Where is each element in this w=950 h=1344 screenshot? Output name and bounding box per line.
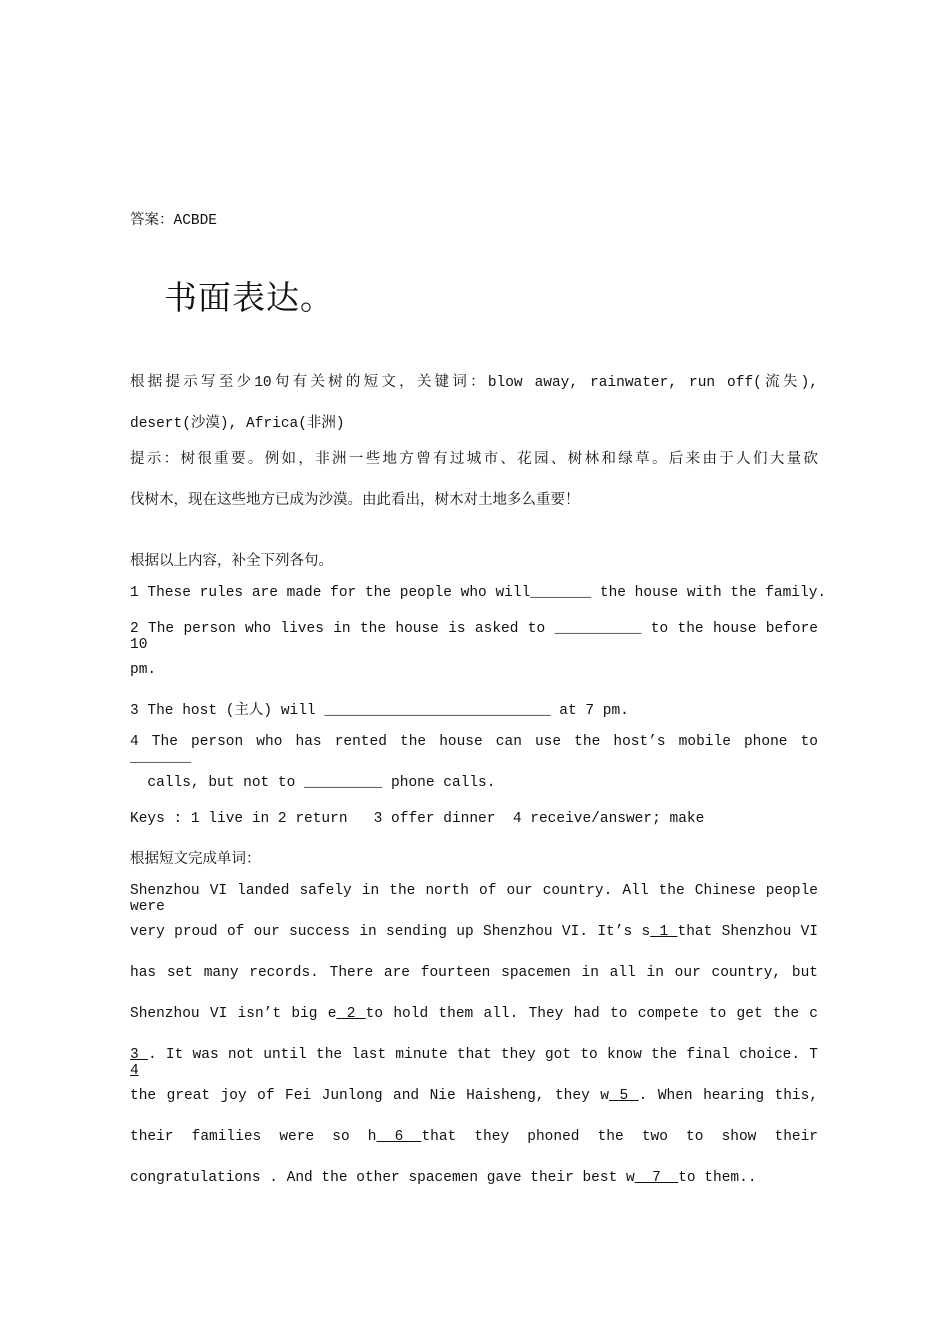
blank-1: 1 <box>650 924 678 940</box>
blank-4: 4 <box>130 1063 139 1079</box>
cloze-line-1: Shenzhou VI landed safely in the north of our country. All the Chinese people were <box>130 883 818 915</box>
cloze-line-7: their families were so h 6 that they phoned the two to show their <box>130 1129 818 1145</box>
cloze-line-8: congratulations . And the other spacemen gave their best w 7 to them.. <box>130 1170 757 1186</box>
writing-task-line-2: desert(沙漠), Africa(非洲) <box>130 416 345 432</box>
writing-task-line-1: 根据提示写至少10句有关树的短文，关键词：blow away, rainwater, run off(流失), <box>130 375 818 391</box>
hint-line-2: 伐树木，现在这些地方已成为沙漠。由此看出，树木对土地多么重要！ <box>130 493 580 509</box>
sentence-2-line-2: pm. <box>130 662 157 678</box>
cloze-instruction: 根据短文完成单词： <box>130 852 261 868</box>
keys-line: Keys : 1 live in 2 return 3 offer dinner 4 receive/answer; make <box>130 811 705 827</box>
sentence-4-line-2: calls, but not to _________ phone calls. <box>130 775 496 791</box>
cloze-line-6: the great joy of Fei Junlong and Nie Haisheng, they w 5 . When hearing this, <box>130 1088 819 1104</box>
blank-2: 2 <box>336 1006 366 1022</box>
cloze-line-5: 3 . It was not until the last minute that they got to know the final choice. T 4 <box>130 1047 818 1079</box>
sentence-3: 3 The host (主人) will __________________________ at 7 pm. <box>130 703 629 719</box>
blank-5: 5 <box>608 1088 639 1104</box>
page-title: 书面表达。 <box>164 278 334 317</box>
complete-instruction: 根据以上内容，补全下列各句。 <box>130 554 333 570</box>
cloze-line-4: Shenzhou VI isn’t big e 2 to hold them all. They had to compete to get the c <box>130 1006 819 1022</box>
sentence-1: 1 These rules are made for the people who will_______ the house with the family. <box>130 585 827 601</box>
hint-line-1: 提示：树很重要。例如，非洲一些地方曾有过城市、花园、树林和绿草。后来由于人们大量砍 <box>130 452 818 468</box>
cloze-line-2: very proud of our success in sending up Shenzhou VI. It’s s 1 that Shenzhou VI <box>130 924 818 940</box>
cloze-line-3: has set many records. There are fourteen spacemen in all in our country, but <box>130 965 818 981</box>
answer-line: 答案：ACBDE <box>130 213 218 229</box>
sentence-4-line-1: 4 The person who has rented the house can use the host’s mobile phone to _______ <box>130 734 818 766</box>
blank-7: 7 <box>634 1170 679 1186</box>
blank-3: 3 <box>130 1047 148 1063</box>
blank-6: 6 <box>376 1129 422 1145</box>
sentence-2-line-1: 2 The person who lives in the house is asked to __________ to the house before 10 <box>130 621 818 653</box>
